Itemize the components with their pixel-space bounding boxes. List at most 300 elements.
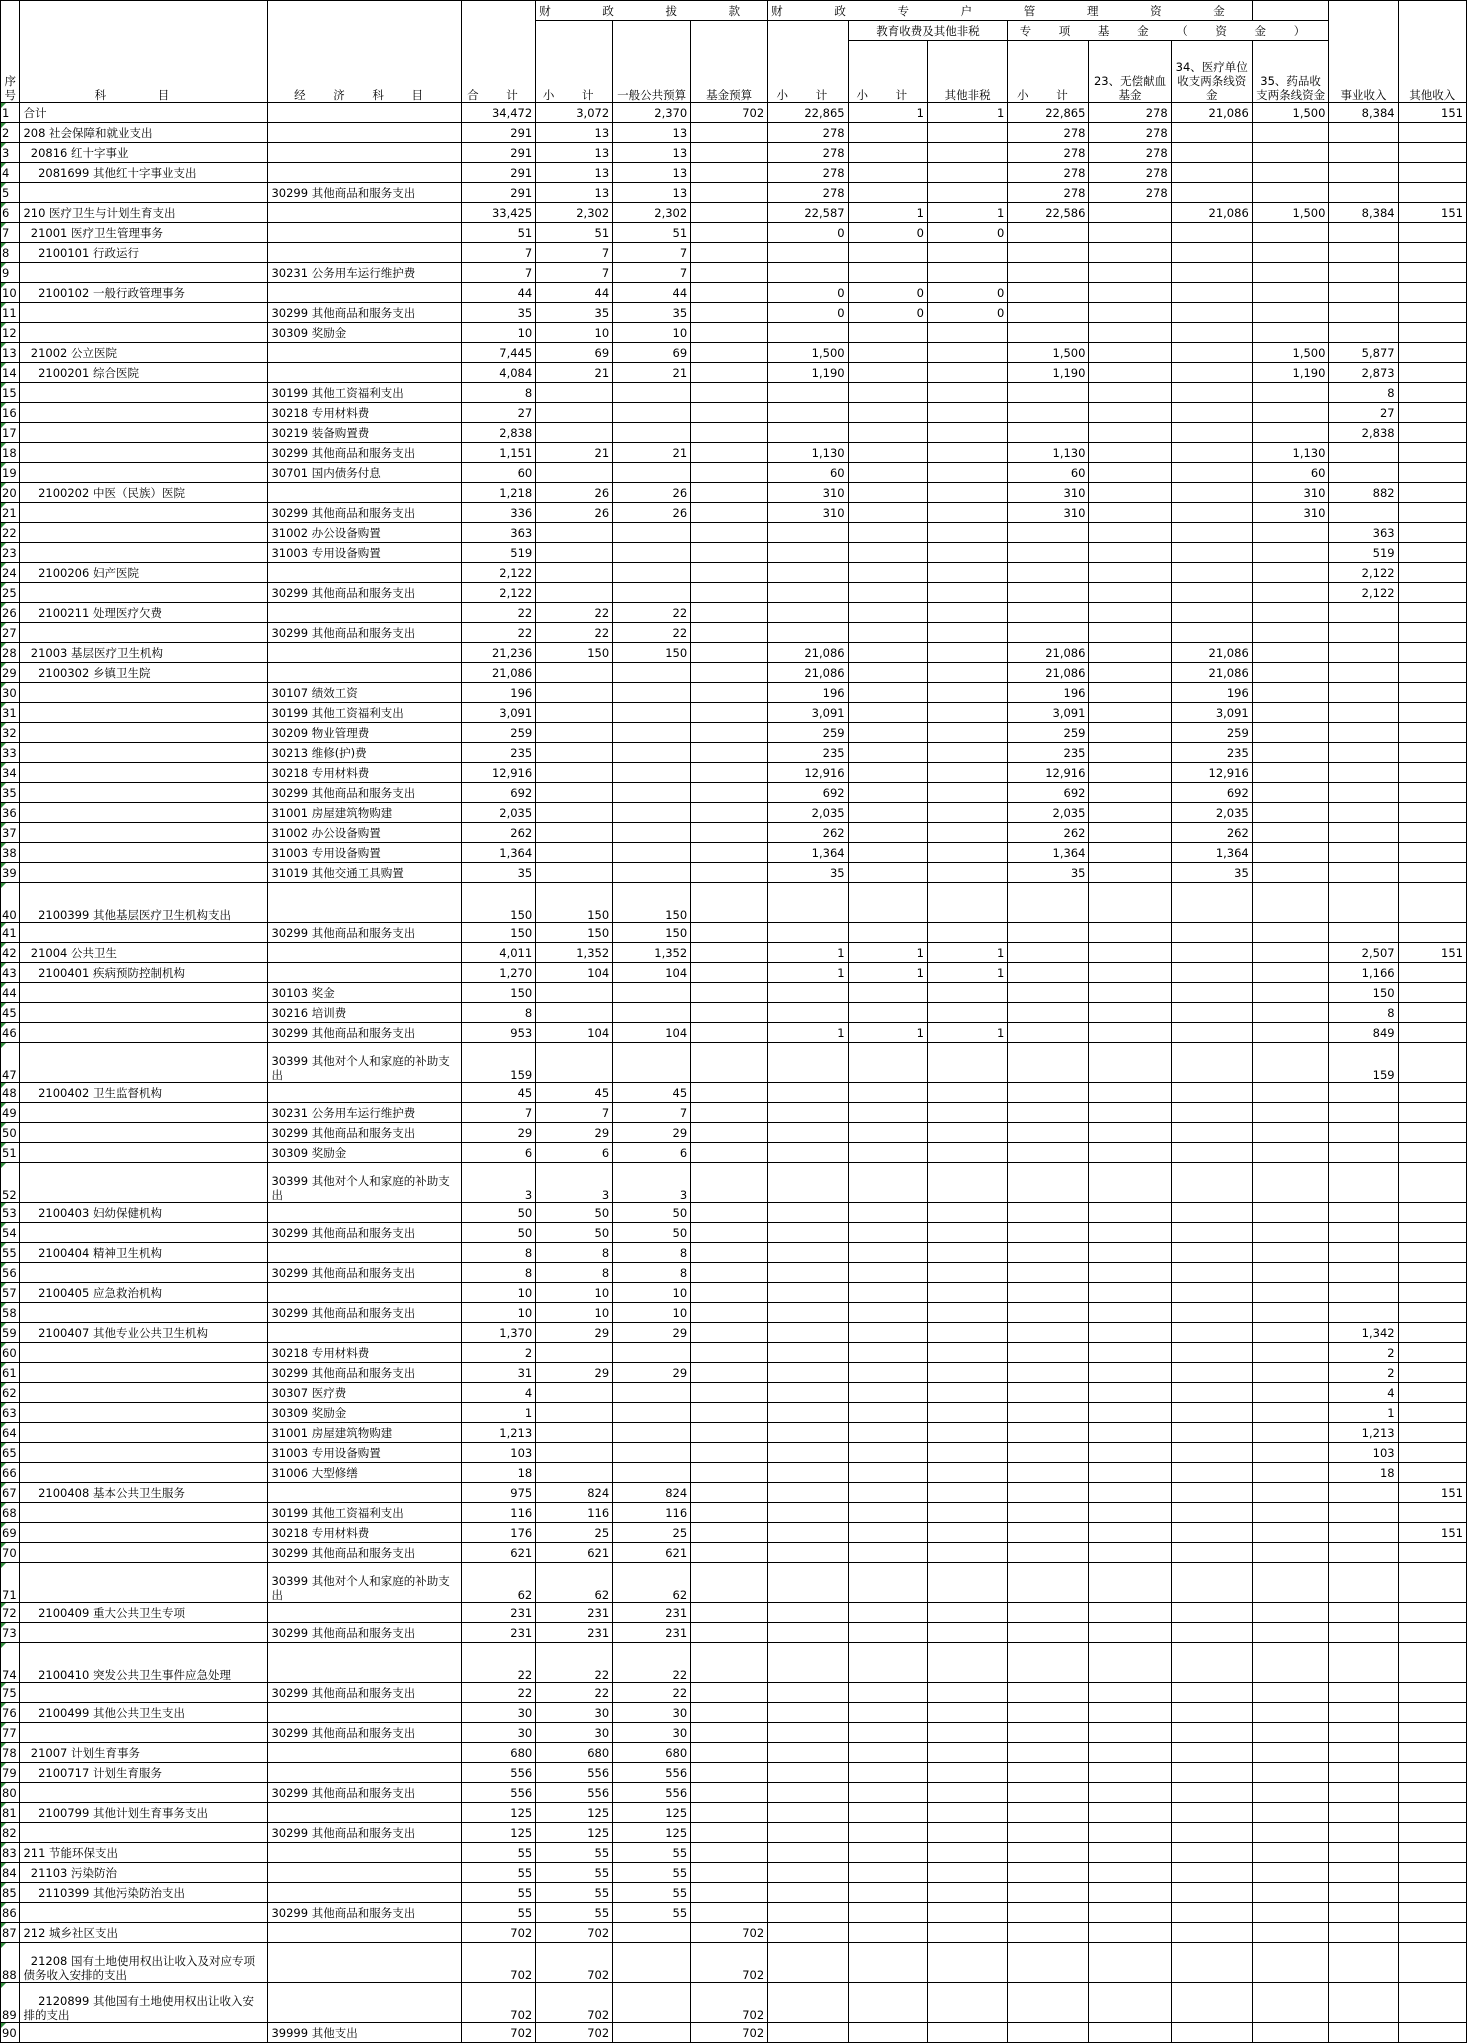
value-cell: [927, 603, 1007, 623]
econ-subject-cell: 30701 国内债务付息: [268, 463, 461, 483]
value-cell: 30: [613, 1723, 691, 1743]
value-cell: [848, 1943, 927, 1983]
value-cell: [1329, 1543, 1398, 1563]
value-cell: 6: [536, 1143, 613, 1163]
value-cell: 12,916: [461, 763, 536, 783]
value-cell: 33,425: [461, 203, 536, 223]
econ-subject-cell: [268, 1923, 461, 1943]
value-cell: 1: [927, 1023, 1007, 1043]
value-cell: 151: [1398, 1483, 1466, 1503]
value-cell: [848, 1823, 927, 1843]
value-cell: 8: [536, 1263, 613, 1283]
value-cell: [613, 1043, 691, 1083]
table-row: [1, 143, 1467, 163]
value-cell: [1398, 123, 1466, 143]
value-cell: [927, 863, 1007, 883]
value-cell: [848, 123, 927, 143]
value-cell: [1008, 1883, 1089, 1903]
value-cell: 680: [613, 1743, 691, 1763]
value-cell: [1329, 1823, 1398, 1843]
econ-subject-cell: [268, 1603, 461, 1623]
row-number: 76: [1, 1703, 20, 1723]
value-cell: [927, 1723, 1007, 1743]
value-cell: 104: [613, 963, 691, 983]
value-cell: [1252, 1703, 1329, 1723]
value-cell: [1008, 1983, 1089, 2023]
value-cell: [691, 123, 768, 143]
value-cell: [927, 483, 1007, 503]
comment-marker-icon: [1, 1643, 6, 1648]
value-cell: [1329, 1623, 1398, 1643]
value-cell: [1171, 1763, 1252, 1783]
row-number: 73: [1, 1623, 20, 1643]
table-row: [1, 643, 1467, 663]
value-cell: [1171, 1323, 1252, 1343]
value-cell: [1252, 1483, 1329, 1503]
subject-cell: [20, 583, 268, 603]
row-number: 29: [1, 663, 20, 683]
value-cell: [768, 1883, 848, 1903]
value-cell: [1398, 1223, 1466, 1243]
value-cell: [927, 1083, 1007, 1103]
subject-cell: 20816 红十字事业: [20, 143, 268, 163]
value-cell: 0: [768, 223, 848, 243]
value-cell: 2: [461, 1343, 536, 1363]
table-row: [1, 243, 1467, 263]
value-cell: [927, 643, 1007, 663]
comment-marker-icon: [1, 823, 6, 828]
value-cell: [1398, 623, 1466, 643]
table-row: [1, 563, 1467, 583]
subject-cell: [20, 823, 268, 843]
value-cell: [1398, 163, 1466, 183]
value-cell: [768, 2023, 848, 2043]
subject-cell: [20, 1423, 268, 1443]
row-number: 12: [1, 323, 20, 343]
value-cell: [768, 1223, 848, 1243]
value-cell: [1171, 123, 1252, 143]
value-cell: 21,236: [461, 643, 536, 663]
value-cell: [768, 423, 848, 443]
comment-marker-icon: [1, 1283, 6, 1288]
value-cell: 680: [536, 1743, 613, 1763]
subject-cell: 2100201 综合医院: [20, 363, 268, 383]
value-cell: 21: [536, 363, 613, 383]
value-cell: [1089, 1983, 1171, 2023]
value-cell: [927, 1803, 1007, 1823]
value-cell: [1008, 923, 1089, 943]
table-row: [1, 843, 1467, 863]
value-cell: [1398, 1603, 1466, 1623]
table-row: [1, 1903, 1467, 1923]
value-cell: [1089, 1623, 1171, 1643]
value-cell: [1398, 823, 1466, 843]
value-cell: [613, 983, 691, 1003]
value-cell: [848, 1503, 927, 1523]
value-cell: 519: [1329, 543, 1398, 563]
header-blood-fund: 23、无偿献血基金: [1089, 41, 1171, 103]
comment-marker-icon: [1, 583, 6, 588]
value-cell: [1089, 1223, 1171, 1243]
value-cell: [536, 683, 613, 703]
value-cell: [768, 1003, 848, 1023]
value-cell: 10: [613, 323, 691, 343]
value-cell: 1,364: [1008, 843, 1089, 863]
value-cell: [691, 483, 768, 503]
value-cell: [1089, 583, 1171, 603]
value-cell: [1398, 1783, 1466, 1803]
comment-marker-icon: [1, 443, 6, 448]
value-cell: [1008, 1643, 1089, 1683]
value-cell: [691, 883, 768, 923]
value-cell: [1398, 563, 1466, 583]
comment-marker-icon: [1, 1743, 6, 1748]
comment-marker-icon: [1, 683, 6, 688]
row-number: 13: [1, 343, 20, 363]
value-cell: [927, 1483, 1007, 1503]
econ-subject-cell: 30309 奖励金: [268, 1403, 461, 1423]
comment-marker-icon: [1, 1623, 6, 1628]
value-cell: 29: [613, 1323, 691, 1343]
value-cell: 2,838: [1329, 423, 1398, 443]
value-cell: [536, 1003, 613, 1023]
value-cell: [768, 1283, 848, 1303]
subject-cell: 21002 公立医院: [20, 343, 268, 363]
value-cell: [927, 503, 1007, 523]
value-cell: 35: [613, 303, 691, 323]
value-cell: [927, 623, 1007, 643]
row-number: 82: [1, 1823, 20, 1843]
value-cell: [927, 403, 1007, 423]
value-cell: [1171, 1563, 1252, 1603]
row-number: 70: [1, 1543, 20, 1563]
comment-marker-icon: [1, 1883, 6, 1888]
value-cell: [1398, 143, 1466, 163]
value-cell: 50: [613, 1223, 691, 1243]
value-cell: 291: [461, 123, 536, 143]
subject-cell: [20, 623, 268, 643]
value-cell: 51: [536, 223, 613, 243]
value-cell: 621: [461, 1543, 536, 1563]
value-cell: [848, 1043, 927, 1083]
value-cell: [1089, 683, 1171, 703]
value-cell: [1008, 1843, 1089, 1863]
value-cell: [1398, 1103, 1466, 1123]
value-cell: 262: [1171, 823, 1252, 843]
econ-subject-cell: 30299 其他商品和服务支出: [268, 1223, 461, 1243]
value-cell: [536, 463, 613, 483]
table-row: [1, 603, 1467, 623]
value-cell: 13: [536, 183, 613, 203]
value-cell: [1252, 1543, 1329, 1563]
econ-subject-cell: [268, 1883, 461, 1903]
value-cell: 3: [461, 1163, 536, 1203]
value-cell: 692: [461, 783, 536, 803]
value-cell: [848, 523, 927, 543]
table-row: [1, 923, 1467, 943]
row-number: 20: [1, 483, 20, 503]
value-cell: 55: [461, 1883, 536, 1903]
value-cell: [691, 1003, 768, 1023]
value-cell: [1089, 283, 1171, 303]
econ-subject-cell: 30399 其他对个人和家庭的补助支出: [268, 1163, 461, 1203]
value-cell: 235: [1171, 743, 1252, 763]
row-number: 45: [1, 1003, 20, 1023]
econ-subject-cell: [268, 1843, 461, 1863]
value-cell: 125: [536, 1803, 613, 1823]
value-cell: 116: [461, 1503, 536, 1523]
value-cell: [768, 1503, 848, 1523]
value-cell: [927, 143, 1007, 163]
value-cell: [691, 363, 768, 383]
value-cell: 2: [1329, 1343, 1398, 1363]
table-row: [1, 1203, 1467, 1223]
value-cell: 278: [1089, 103, 1171, 123]
comment-marker-icon: [1, 763, 6, 768]
value-cell: [691, 1123, 768, 1143]
value-cell: [1008, 1383, 1089, 1403]
subject-cell: [20, 383, 268, 403]
value-cell: [768, 1743, 848, 1763]
value-cell: [1171, 583, 1252, 603]
value-cell: 21,086: [1171, 103, 1252, 123]
value-cell: [1171, 403, 1252, 423]
table-row: [1, 1563, 1467, 1603]
value-cell: [1089, 703, 1171, 723]
value-cell: 0: [927, 303, 1007, 323]
subject-cell: [20, 1303, 268, 1323]
subject-cell: [20, 1103, 268, 1123]
value-cell: 104: [613, 1023, 691, 1043]
subject-cell: [20, 1003, 268, 1023]
value-cell: 151: [1398, 203, 1466, 223]
value-cell: 10: [613, 1303, 691, 1323]
value-cell: 22: [461, 623, 536, 643]
value-cell: [1171, 1823, 1252, 1843]
value-cell: [1171, 223, 1252, 243]
value-cell: [1329, 723, 1398, 743]
header-fiscal-group: 财 政 拔 款: [536, 1, 768, 21]
value-cell: 151: [1398, 103, 1466, 123]
subject-cell: [20, 323, 268, 343]
value-cell: 2,122: [1329, 583, 1398, 603]
value-cell: 21,086: [1171, 643, 1252, 663]
econ-subject-cell: [268, 1743, 461, 1763]
value-cell: 702: [536, 1983, 613, 2023]
value-cell: [1089, 1783, 1171, 1803]
value-cell: [1329, 1983, 1398, 2023]
value-cell: [1398, 743, 1466, 763]
value-cell: [848, 1763, 927, 1783]
value-cell: [1171, 1843, 1252, 1863]
value-cell: [848, 1363, 927, 1383]
value-cell: 1,364: [768, 843, 848, 863]
subject-cell: [20, 303, 268, 323]
row-number: 49: [1, 1103, 20, 1123]
value-cell: 60: [1008, 463, 1089, 483]
value-cell: [1398, 1243, 1466, 1263]
value-cell: [1089, 2023, 1171, 2043]
value-cell: [1171, 1743, 1252, 1763]
value-cell: [1329, 1883, 1398, 1903]
subject-cell: 2100717 计划生育服务: [20, 1763, 268, 1783]
value-cell: [848, 1003, 927, 1023]
value-cell: 18: [1329, 1463, 1398, 1483]
comment-marker-icon: [1, 203, 6, 208]
value-cell: [691, 843, 768, 863]
value-cell: 50: [613, 1203, 691, 1223]
value-cell: 150: [536, 923, 613, 943]
value-cell: [1252, 883, 1329, 923]
value-cell: 8: [461, 1003, 536, 1023]
value-cell: [927, 1543, 1007, 1563]
subject-cell: [20, 803, 268, 823]
value-cell: [1089, 1203, 1171, 1223]
value-cell: [613, 463, 691, 483]
value-cell: 291: [461, 183, 536, 203]
value-cell: [848, 1103, 927, 1123]
value-cell: 55: [461, 1863, 536, 1883]
header-other-income: 其他收入: [1398, 1, 1466, 103]
value-cell: [1171, 443, 1252, 463]
value-cell: [1252, 923, 1329, 943]
comment-marker-icon: [1, 1903, 6, 1908]
value-cell: [927, 1743, 1007, 1763]
header-business-income: 事业收入: [1329, 1, 1398, 103]
value-cell: 824: [536, 1483, 613, 1503]
header-fiscal-subtotal: 小 计: [536, 21, 613, 103]
value-cell: [1398, 1303, 1466, 1323]
comment-marker-icon: [1, 1383, 6, 1388]
value-cell: [1252, 223, 1329, 243]
value-cell: 150: [461, 923, 536, 943]
econ-subject-cell: 31006 大型修缮: [268, 1463, 461, 1483]
value-cell: 7,445: [461, 343, 536, 363]
value-cell: 34,472: [461, 103, 536, 123]
value-cell: [1089, 463, 1171, 483]
table-row: [1, 1463, 1467, 1483]
subject-cell: 2100407 其他专业公共卫生机构: [20, 1323, 268, 1343]
subject-cell: [20, 403, 268, 423]
value-cell: 12,916: [768, 763, 848, 783]
econ-subject-cell: [268, 1763, 461, 1783]
subject-cell: 208 社会保障和就业支出: [20, 123, 268, 143]
table-row: [1, 223, 1467, 243]
econ-subject-cell: 30299 其他商品和服务支出: [268, 583, 461, 603]
value-cell: [1171, 483, 1252, 503]
value-cell: [1398, 643, 1466, 663]
value-cell: [1171, 1103, 1252, 1123]
table-row: [1, 823, 1467, 843]
value-cell: [1398, 1363, 1466, 1383]
value-cell: 30: [536, 1703, 613, 1723]
value-cell: [613, 383, 691, 403]
value-cell: [1171, 1303, 1252, 1323]
table-row: [1, 1163, 1467, 1203]
row-number: 14: [1, 363, 20, 383]
value-cell: [768, 923, 848, 943]
value-cell: [1171, 1543, 1252, 1563]
value-cell: [1252, 263, 1329, 283]
value-cell: [1089, 1103, 1171, 1123]
value-cell: [1171, 623, 1252, 643]
value-cell: [1171, 1343, 1252, 1363]
value-cell: [1171, 143, 1252, 163]
value-cell: [1252, 703, 1329, 723]
value-cell: [536, 423, 613, 443]
value-cell: [848, 923, 927, 943]
value-cell: [1089, 1703, 1171, 1723]
table-row: [1, 523, 1467, 543]
value-cell: [1171, 423, 1252, 443]
row-number: 37: [1, 823, 20, 843]
value-cell: [1398, 1283, 1466, 1303]
value-cell: [1252, 1243, 1329, 1263]
econ-subject-cell: 30299 其他商品和服务支出: [268, 1263, 461, 1283]
value-cell: [691, 563, 768, 583]
value-cell: [691, 1103, 768, 1123]
row-number: 46: [1, 1023, 20, 1043]
econ-subject-cell: 30299 其他商品和服务支出: [268, 183, 461, 203]
value-cell: 702: [691, 2023, 768, 2043]
value-cell: [1398, 283, 1466, 303]
value-cell: [1008, 1903, 1089, 1923]
value-cell: [1252, 123, 1329, 143]
value-cell: 3,072: [536, 103, 613, 123]
value-cell: 13: [536, 163, 613, 183]
comment-marker-icon: [1, 103, 6, 108]
value-cell: [1089, 223, 1171, 243]
value-cell: 235: [461, 743, 536, 763]
econ-subject-cell: [268, 1703, 461, 1723]
table-row: [1, 503, 1467, 523]
comment-marker-icon: [1, 1263, 6, 1268]
value-cell: [1252, 423, 1329, 443]
value-cell: [691, 383, 768, 403]
subject-cell: [20, 523, 268, 543]
comment-marker-icon: [1, 1943, 6, 1948]
value-cell: [1089, 923, 1171, 943]
value-cell: [1398, 1903, 1466, 1923]
value-cell: [1171, 1923, 1252, 1943]
value-cell: 25: [536, 1523, 613, 1543]
value-cell: [768, 1703, 848, 1723]
econ-subject-cell: 30299 其他商品和服务支出: [268, 1903, 461, 1923]
value-cell: 3: [536, 1163, 613, 1203]
value-cell: [1089, 1323, 1171, 1343]
value-cell: [768, 1843, 848, 1863]
value-cell: 702: [461, 1923, 536, 1943]
value-cell: [1008, 1243, 1089, 1263]
value-cell: [927, 2023, 1007, 2043]
value-cell: 556: [536, 1783, 613, 1803]
value-cell: [927, 183, 1007, 203]
value-cell: [691, 543, 768, 563]
value-cell: [536, 1403, 613, 1423]
econ-subject-cell: [268, 1943, 461, 1983]
value-cell: [691, 183, 768, 203]
value-cell: [1398, 303, 1466, 323]
subject-cell: [20, 1563, 268, 1603]
value-cell: [691, 1023, 768, 1043]
value-cell: 22: [461, 1683, 536, 1703]
subject-cell: 212 城乡社区支出: [20, 1923, 268, 1943]
value-cell: [1252, 803, 1329, 823]
subject-cell: [20, 703, 268, 723]
value-cell: [1089, 303, 1171, 323]
value-cell: [768, 1863, 848, 1883]
value-cell: 3: [613, 1163, 691, 1203]
